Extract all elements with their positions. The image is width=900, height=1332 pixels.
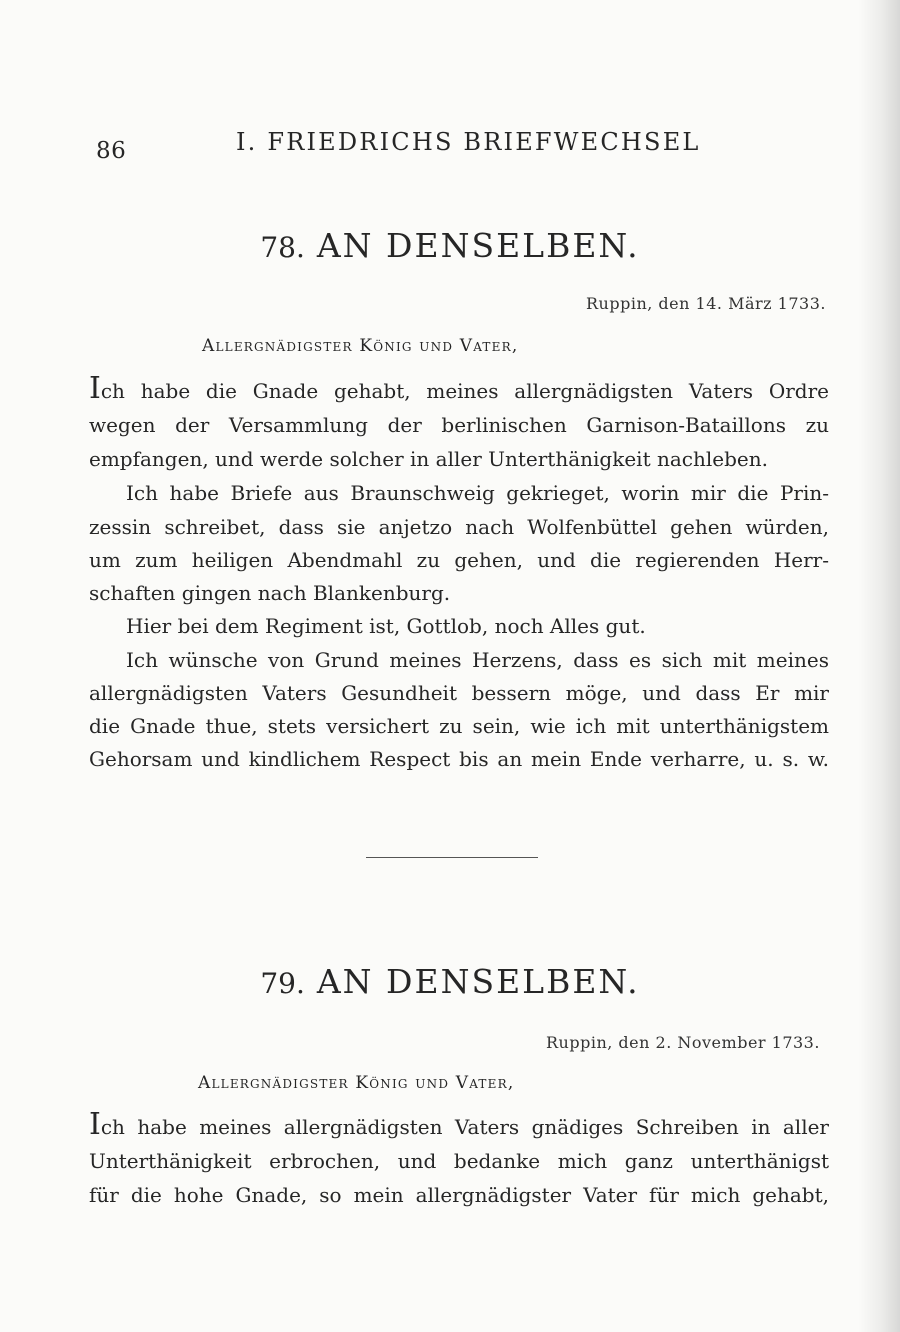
letter-78-line: die Gnade thue, stets versichert zu sein, wie ich mit unterthänigstem (89, 714, 829, 738)
letter-79-salutation: Allergnädigster König und Vater, (198, 1073, 515, 1093)
letter-79-title: AN DENSELBEN. (316, 962, 640, 1001)
letter-79-line: für die hohe Gnade, so mein allergnädigster Vater für mich gehabt, (89, 1183, 829, 1207)
letter-78-line: Ich habe Briefe aus Braunschweig gekrieget, worin mir die Prin- (126, 481, 829, 505)
letter-78-line: empfangen, und werde solcher in aller Unterthänigkeit nachleben. (89, 447, 768, 471)
letter-78-number: 78. (260, 231, 305, 264)
letter-78-place-date: Ruppin, den 14. März 1733. (586, 294, 826, 313)
letter-78-initial: I (89, 371, 101, 406)
letter-79-line: Ich habe meines allergnädigsten Vaters gnädiges Schreiben in aller (89, 1107, 829, 1142)
letter-78-salutation: Allergnädigster König und Vater, (202, 336, 519, 356)
page-number: 86 (96, 138, 127, 164)
letter-79-place-date: Ruppin, den 2. November 1733. (546, 1033, 820, 1052)
letter-78-line: Hier bei dem Regiment ist, Gottlob, noch Alles gut. (126, 614, 646, 638)
letter-78-line: zessin schreibet, dass sie anjetzo nach Wolfenbüttel gehen würden, (89, 515, 829, 539)
running-head: I. FRIEDRICHS BRIEFWECHSEL (236, 128, 701, 156)
letter-78-line: Ich habe die Gnade gehabt, meines allergnädigsten Vaters Ordre (89, 371, 829, 406)
section-separator (366, 857, 538, 858)
letter-78-heading (0, 226, 900, 265)
letter-79-heading (0, 962, 900, 1001)
letter-78-line: schaften gingen nach Blankenburg. (89, 581, 451, 605)
letter-79-number: 79. (260, 967, 305, 1000)
page-edge-shadow (858, 0, 900, 1332)
letter-78-line: wegen der Versammlung der berlinischen Garnison-Bataillons zu (89, 413, 829, 437)
letter-79-line: Unterthänigkeit erbrochen, und bedanke mich ganz unterthänigst (89, 1149, 829, 1173)
letter-78-line: allergnädigsten Vaters Gesundheit bessern möge, und dass Er mir (89, 681, 829, 705)
letter-79-initial: I (89, 1107, 101, 1142)
letter-78-line: um zum heiligen Abendmahl zu gehen, und die regierenden Herr- (89, 548, 829, 572)
letter-78-line: Gehorsam und kindlichem Respect bis an mein Ende verharre, u. s. w. (89, 747, 829, 771)
letter-78-line: Ich wünsche von Grund meines Herzens, dass es sich mit meines (126, 648, 829, 672)
letter-78-title: AN DENSELBEN. (316, 226, 640, 265)
